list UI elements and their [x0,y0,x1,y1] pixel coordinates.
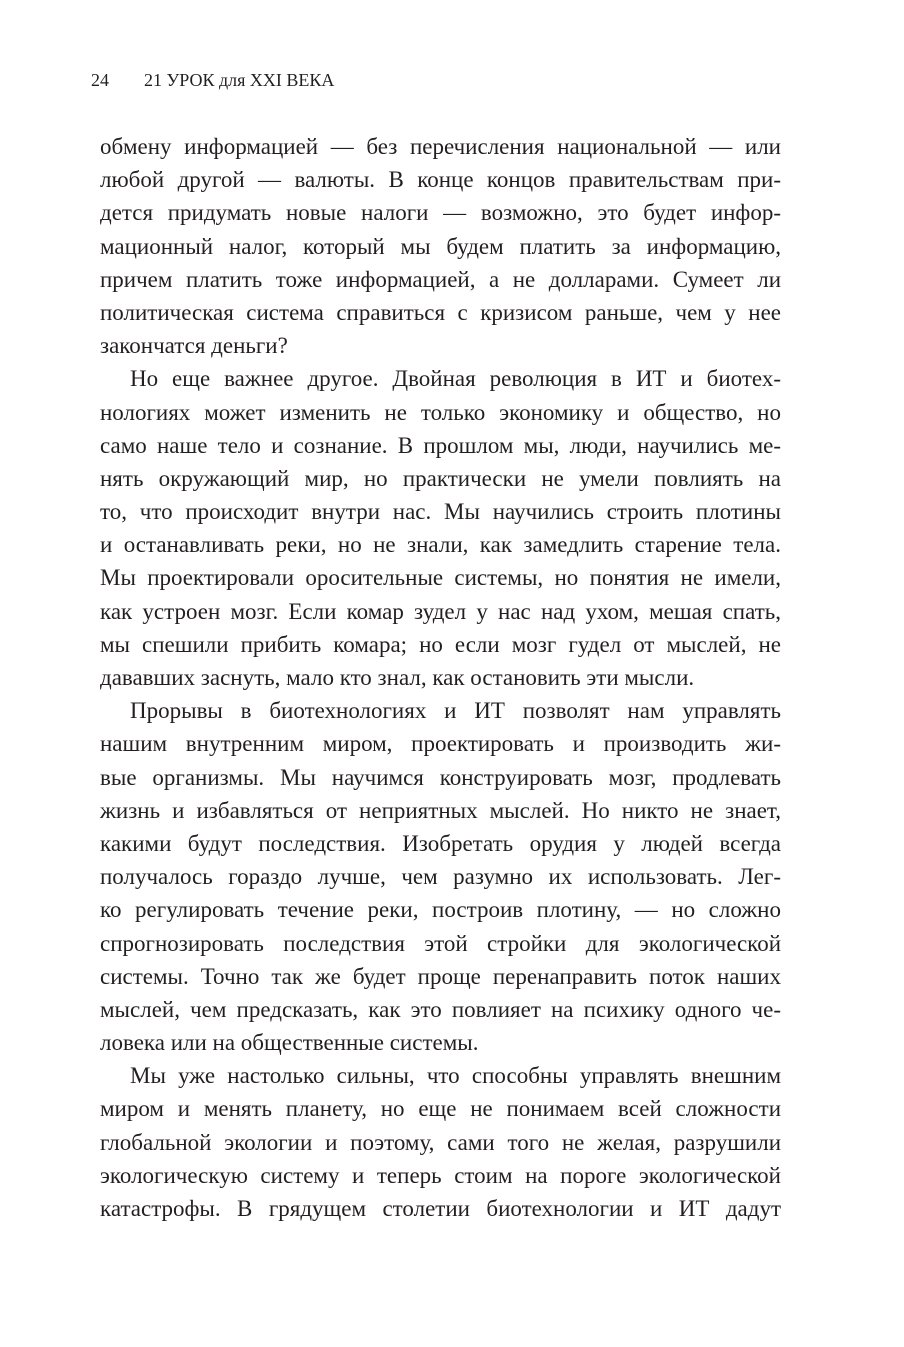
text-line: ловека или на общественные системы. [100,1030,479,1056]
text-line: само наше тело и сознание. В прошлом мы, люди, научились ме- [100,432,781,458]
text-line: дававших заснуть, мало кто знал, как остановить эти мысли. [100,665,695,690]
paragraph [100,1059,781,1225]
text-line: Прорывы в биотехнологиях и ИТ позволят нам управлять [130,698,781,724]
page-number: 24 [91,70,109,90]
paragraph [100,362,781,694]
text-line: нологиях может изменить не только экономику и общество, но [100,399,781,425]
paragraph [100,130,781,362]
text-line: вые организмы. Мы научимся конструировать мозг, продлевать [100,764,781,790]
text-line: обмену информацией — без перечисления национальной — или [100,134,781,159]
text-line: получалось гораздо лучше, чем разумно их использовать. Лег- [100,864,781,890]
text-line: какими будут последствия. Изобретать орудия у людей всегда [100,830,781,856]
text-line: нашим внутренним миром, проектировать и производить жи- [100,731,781,757]
body-text [100,130,781,1225]
text-line: катастрофы. В грядущем столетии биотехнологии и ИТ дадут [100,1196,781,1221]
text-line: жизнь и избавляться от неприятных мыслей. Но никто не знает, [100,797,781,823]
text-line: глобальной экологии и поэтому, сами того не желая, разрушили [100,1129,781,1155]
book-title: 21 УРОК для XXI ВЕКА [144,70,335,90]
text-line: мыслей, чем предсказать, как это повлияет на психику одного че- [100,996,781,1022]
text-line: системы. Точно так же будет проще перенаправить поток наших [100,963,781,989]
text-line: политическая система справиться с кризисом раньше, чем у нее [100,299,781,325]
text-line: любой другой — валюты. В конце концов правительствам при- [100,167,781,193]
text-line: Но еще важнее другое. Двойная революция в ИТ и биотех- [130,366,781,392]
text-line: то, что происходит внутри нас. Мы научились строить плотины [100,499,781,525]
text-line: причем платить тоже информацией, а не долларами. Сумеет ли [100,266,781,292]
running-head [91,68,334,92]
text-line: Мы уже настолько сильны, что способны управлять внешним [130,1063,781,1089]
text-line: и останавливать реки, но не знали, как замедлить старение тела. [100,532,781,558]
text-line: спрогнозировать последствия этой стройки для экологической [100,930,781,956]
text-line: миром и менять планету, но еще не понимаем всей сложности [100,1096,781,1122]
text-line: ко регулировать течение реки, построив плотину, — но сложно [100,897,781,923]
text-line: закончатся деньги? [100,333,288,359]
text-line: как устроен мозг. Если комар зудел у нас над ухом, мешая спать, [100,598,781,624]
text-line: экологическую систему и теперь стоим на пороге экологической [100,1162,781,1188]
text-line: дется придумать новые налоги — возможно, это будет инфор- [100,200,781,226]
text-line: Мы проектировали оросительные системы, но понятия не имели, [100,565,781,591]
text-line: мы спешили прибить комара; но если мозг гудел от мыслей, не [100,631,781,657]
text-line: нять окружающий мир, но практически не умели повлиять на [100,465,781,491]
paragraph [100,694,781,1059]
text-line: мационный налог, который мы будем платить за информацию, [100,233,781,259]
